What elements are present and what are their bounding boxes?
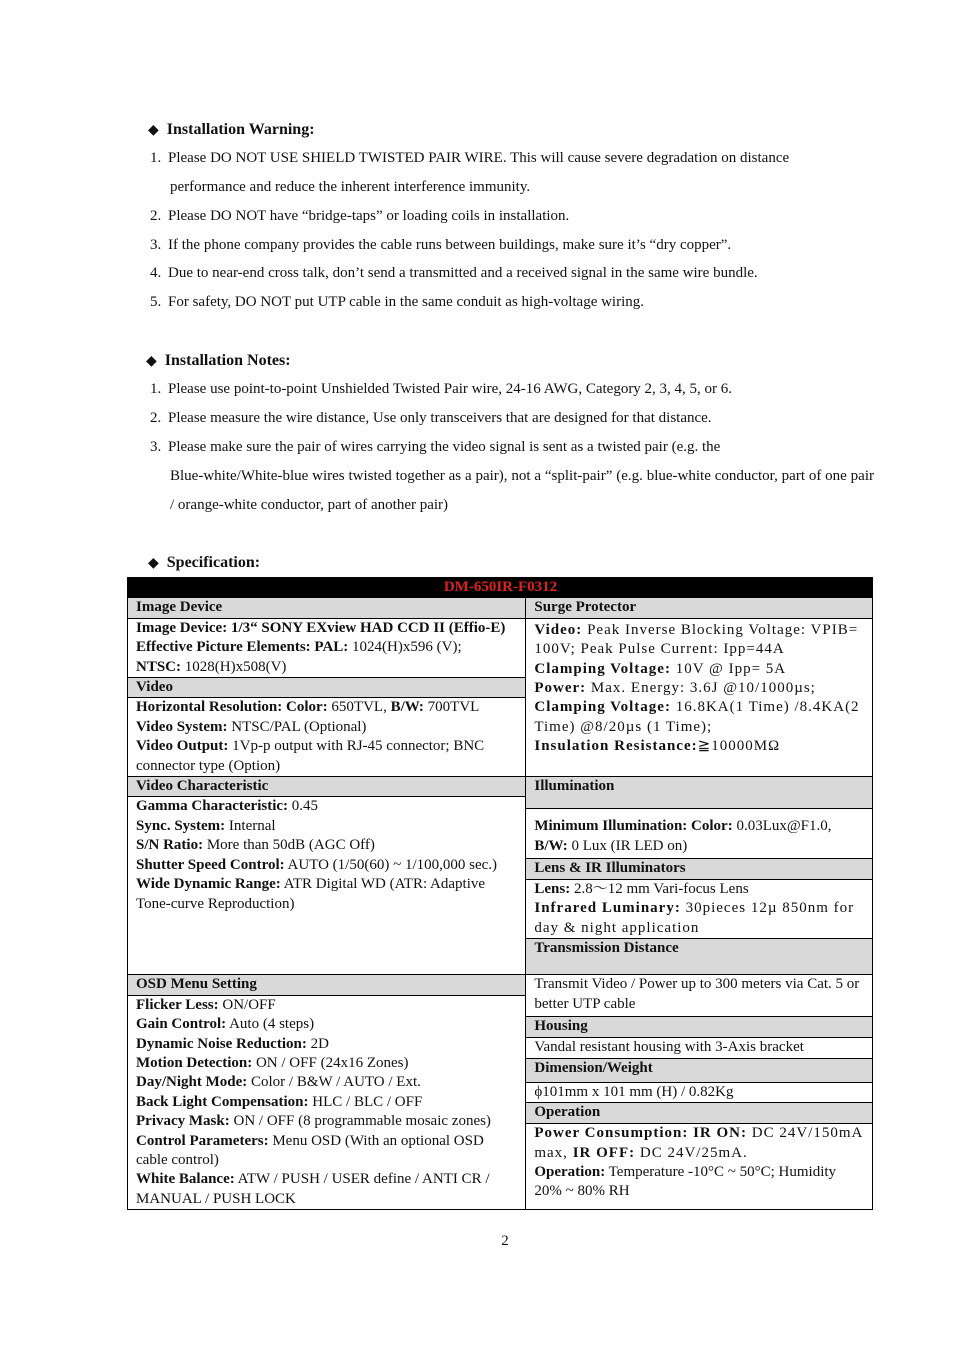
transmission-distance-header: Transmission Distance: [526, 938, 872, 974]
surge-video: Video: Peak Inverse Blocking Voltage: VPIB= 100V; Peak Pulse Current: Ipp=44A: [534, 621, 859, 658]
osd-menu-cell: [128, 995, 526, 1209]
video-characteristic-header: Video Characteristic: [128, 777, 526, 797]
dynamic-noise-reduction: Dynamic Noise Reduction: 2D: [136, 1035, 329, 1052]
video-cell: [128, 698, 526, 777]
wide-dynamic-range: Wide Dynamic Range: ATR Digital WD (ATR: Adaptive Tone-curve Reproduction): [136, 876, 486, 912]
privacy-mask: Privacy Mask: ON / OFF (8 programmable mosaic zones): [136, 1113, 491, 1130]
surge-protector-cell: [526, 618, 873, 776]
surge-clamping-2: Clamping Voltage: 16.8KA(1 Time) /8.4KA(2 Time) @8/20µs (1 Time);: [534, 699, 860, 735]
transmission-distance-value: Transmit Video / Power up to 300 meters via Cat. 5 or better UTP cable: [526, 975, 873, 1017]
image-device-cell: [128, 618, 526, 677]
operation-temperature: Operation: Temperature -10°C ~ 50°C; Humidity 20% ~ 80% RH: [534, 1164, 837, 1200]
flicker-less: Flicker Less: ON/OFF: [136, 996, 276, 1013]
control-parameters: Control Parameters: Menu OSD (With an optional OSD cable control): [136, 1132, 484, 1168]
video-output: Video Output: 1Vp-p output with RJ-45 connector; BNC connector type (Option): [136, 738, 485, 774]
model-name: DM-650IR-F0312: [128, 578, 873, 598]
shutter-speed-control: Shutter Speed Control: AUTO (1/50(60) ~ 1/100,000 sec.): [136, 856, 498, 873]
surge-insulation: Insulation Resistance:≧10000MΩ: [534, 738, 781, 755]
osd-menu-header: OSD Menu Setting: [128, 975, 526, 995]
horizontal-resolution: Horizontal Resolution: Color: 650TVL, B/W: 700TVL: [136, 699, 480, 716]
model-title-row: [128, 578, 873, 598]
notes-item-2: 2. Please measure the wire distance, Use only transceivers that are designed for that distance.: [150, 410, 712, 426]
infrared-luminary: Infrared Luminary: 30pieces 12µ 850nm for day & night application: [534, 900, 855, 936]
minimum-illumination: Minimum Illumination: Color: 0.03Lux@F1.0,: [534, 818, 832, 835]
operation-header: Operation: [526, 1103, 873, 1124]
notes-item-1: 1. Please use point-to-point Unshielded Twisted Pair wire, 24-16 AWG, Category 2, 3, 4, 5, or 6.: [150, 381, 733, 397]
illumination-cell: [526, 777, 873, 859]
day-night-mode: Day/Night Mode: Color / B&W / AUTO / Ext.: [136, 1074, 421, 1091]
illumination-bw: B/W: 0 Lux (IR LED on): [534, 837, 688, 854]
specification-table: [127, 577, 873, 1210]
diamond-bullet-icon: ◆: [148, 123, 159, 138]
back-light-compensation: Back Light Compensation: HLC / BLC / OFF: [136, 1093, 423, 1110]
installation-warning-heading: ◆ Installation Warning:: [148, 121, 315, 138]
lens: Lens: 2.8～12 mm Vari-focus Lens: [534, 880, 749, 897]
page-number: 2: [501, 1233, 509, 1249]
lens-header: Lens & IR Illuminators: [526, 859, 873, 879]
illumination-header: Illumination: [526, 777, 872, 809]
sn-ratio: S/N Ratio: More than 50dB (AGC Off): [136, 837, 375, 854]
notes-item-3: 3. Please make sure the pair of wires carrying the video signal is sent as a twisted pair (e.g. the Blue-white/White-blue wires twisted together as a pair), not a “split-pair” (e.g. blue-white conductor, part of one pair / orange-white conductor, part of another pair): [150, 439, 874, 513]
white-balance: White Balance: ATW / PUSH / USER define / ANTI CR / MANUAL / PUSH LOCK: [136, 1171, 490, 1207]
warning-item-1: 1. Please DO NOT USE SHIELD TWISTED PAIR WIRE. This will cause severe degradation on distance performance and reduce the inherent interference immunity.: [150, 150, 790, 195]
diamond-bullet-icon: ◆: [146, 354, 157, 369]
warning-item-4: 4. Due to near-end cross talk, don’t send a transmitted and a received signal in the same wire bundle.: [150, 265, 758, 281]
warning-item-5: 5. For safety, DO NOT put UTP cable in the same conduit as high-voltage wiring.: [150, 294, 645, 310]
ntsc-elements: NTSC: 1028(H)x508(V): [136, 658, 287, 675]
specification-heading: ◆ Specification:: [148, 554, 261, 571]
power-consumption: Power Consumption: IR ON: DC 24V/150mA max, IR OFF: DC 24V/25mA.: [534, 1125, 863, 1161]
surge-protector-header: Surge Protector: [526, 598, 873, 618]
motion-detection: Motion Detection: ON / OFF (24x16 Zones): [136, 1054, 409, 1071]
effective-picture-elements: Effective Picture Elements: PAL: 1024(H)x596 (V);: [136, 639, 462, 656]
installation-notes-heading: ◆ Installation Notes:: [146, 352, 291, 369]
video-system: Video System: NTSC/PAL (Optional): [136, 718, 367, 735]
dimension-weight-value: ϕ101mm x 101 mm (H) / 0.82Kg: [526, 1082, 873, 1103]
housing-header: Housing: [526, 1017, 873, 1038]
lens-cell: [526, 879, 873, 975]
surge-power: Power: Max. Energy: 3.6J @10/1000µs;: [534, 680, 816, 697]
warning-item-2: 2. Please DO NOT have “bridge-taps” or loading coils in installation.: [150, 208, 570, 224]
diamond-bullet-icon: ◆: [148, 556, 159, 571]
video-characteristic-cell: [128, 797, 526, 975]
gain-control: Gain Control: Auto (4 steps): [136, 1016, 315, 1033]
dimension-weight-header: Dimension/Weight: [526, 1058, 873, 1082]
operation-cell: [526, 1124, 873, 1210]
surge-clamping-1: Clamping Voltage: 10V @ Ipp= 5A: [534, 660, 787, 677]
video-header: Video: [128, 678, 526, 698]
image-device-header: Image Device: [128, 598, 526, 618]
warning-item-3: 3. If the phone company provides the cable runs between buildings, make sure it’s “dry copper”.: [150, 237, 732, 253]
housing-value: Vandal resistant housing with 3-Axis bracket: [526, 1038, 873, 1059]
gamma-characteristic: Gamma Characteristic: 0.45: [136, 798, 319, 815]
image-device-line: Image Device: 1/3“ SONY EXview HAD CCD II (Effio-E): [136, 619, 506, 636]
sync-system: Sync. System: Internal: [136, 817, 276, 834]
